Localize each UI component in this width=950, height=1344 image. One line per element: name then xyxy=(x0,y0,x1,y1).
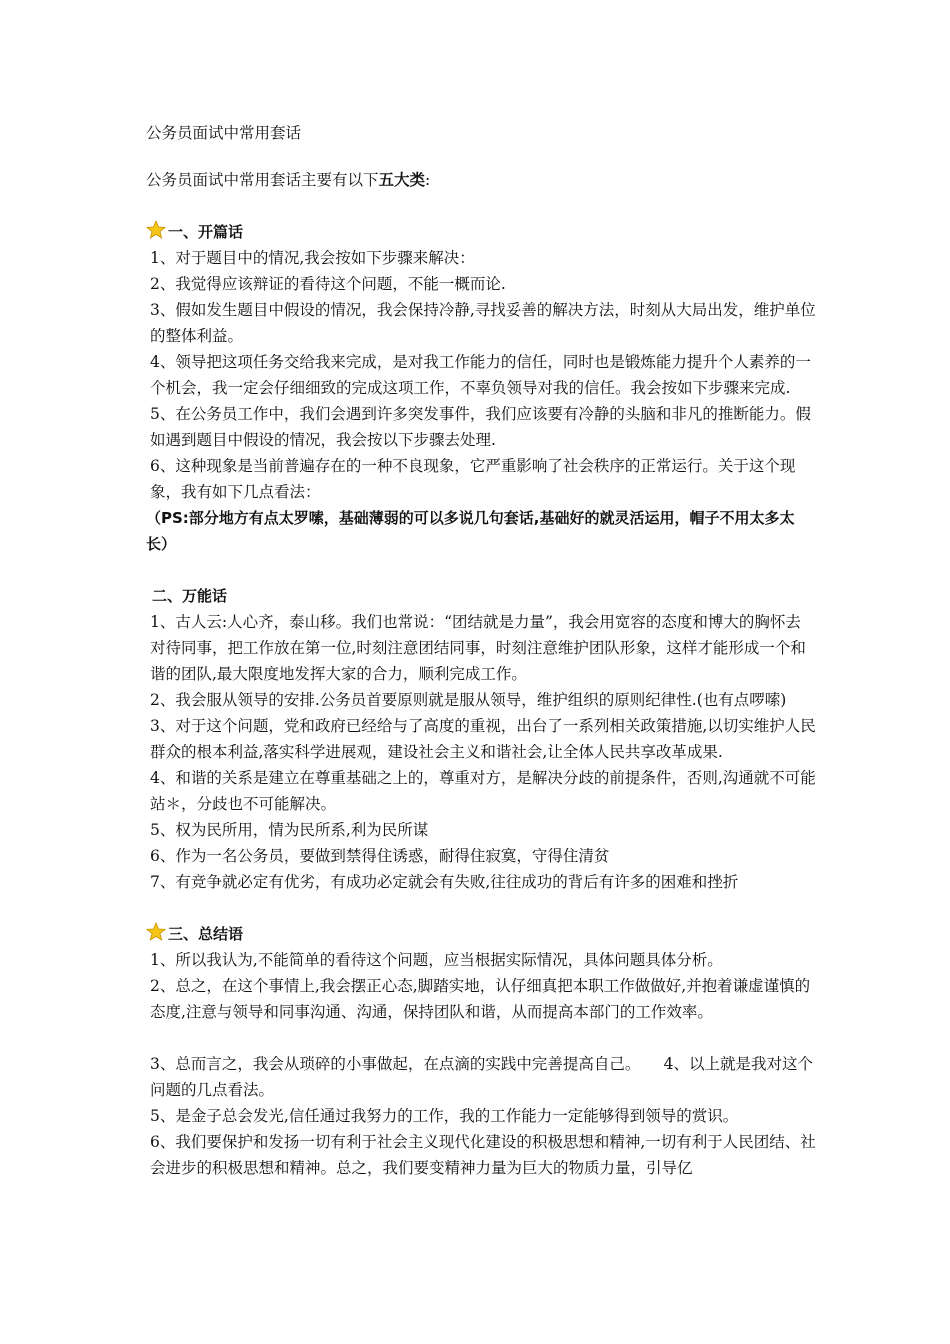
document-title: 公务员面试中常用套话 xyxy=(146,124,302,142)
intro-prefix: 公务员面试中常用套话主要有以下 xyxy=(146,171,379,189)
intro-suffix: : xyxy=(425,171,431,189)
list-item: 2、我觉得应该辩证的看待这个问题，不能一概而论. xyxy=(150,275,506,293)
intro-line xyxy=(146,167,816,193)
section-heading-text: 三、总结语 xyxy=(168,925,244,943)
blank-line xyxy=(146,1025,816,1051)
list-item: 3、假如发生题目中假设的情况，我会保持冷静,寻找妥善的解决方法，时刻从大局出发，维护单位的整体利益。 xyxy=(150,301,816,345)
document-body xyxy=(146,120,816,1181)
list-item: 2、总之，在这个事情上,我会摆正心态,脚踏实地，认仔细真把本职工作做做好,并抱着谦虚谨慎的态度,注意与领导和同事沟通、沟通，保持团队和谐，从而提高本部门的工作效率。 xyxy=(150,977,811,1021)
ps-note: （PS:部分地方有点太罗嗦，基础薄弱的可以多说几句套话,基础好的就灵活运用，帽子不用太多太长） xyxy=(146,509,795,553)
section-heading xyxy=(146,921,816,947)
star-icon xyxy=(146,220,166,240)
section-heading-text: 二、万能话 xyxy=(152,587,228,605)
list-item: 7、有竞争就必定有优劣，有成功必定就会有失败,往往成功的背后有许多的困难和挫折 xyxy=(150,873,739,891)
intro-bold: 五大类 xyxy=(378,170,426,189)
list-item: 2、我会服从领导的安排.公务员首要原则就是服从领导，维护组织的原则纪律性.(也有点啰嗦) xyxy=(150,691,787,709)
list-item: 3、对于这个问题，党和政府已经给与了高度的重视，出台了一系列相关政策措施,以切实维护人民群众的根本利益,落实科学进展观，建设社会主义和谐社会,让全体人民共享改革成果. xyxy=(150,717,816,761)
list-item: 1、对于题目中的情况,我会按如下步骤来解决： xyxy=(150,249,475,267)
section-heading xyxy=(146,583,816,609)
star-icon xyxy=(146,922,166,942)
section-universal xyxy=(146,583,816,895)
list-item: 1、古人云:人心齐，泰山移。我们也常说：“团结就是力量”，我会用宽容的态度和博大的胸怀去对待同事，把工作放在第一位,时刻注意团结同事，时刻注意维护团队形象，这样才能形成一个和谐的团队,最大限度地发挥大家的合力，顺利完成工作。 xyxy=(150,613,806,683)
list-item: 5、在公务员工作中，我们会遇到许多突发事件，我们应该要有冷静的头脑和非凡的推断能力。假如遇到题目中假设的情况，我会按以下步骤去处理. xyxy=(150,405,811,449)
section-summary xyxy=(146,921,816,1181)
list-item: 4、领导把这项任务交给我来完成，是对我工作能力的信任，同时也是锻炼能力提升个人素养的一个机会，我一定会仔细细致的完成这项工作，不辜负领导对我的信任。我会按如下步骤来完成. xyxy=(150,353,811,397)
list-item: 6、这种现象是当前普遍存在的一种不良现象，它严重影响了社会秩序的正常运行。关于这个现象，我有如下几点看法： xyxy=(150,457,796,501)
list-item: 6、作为一名公务员，要做到禁得住诱惑，耐得住寂寞，守得住清贫 xyxy=(150,847,610,865)
section-opening xyxy=(146,219,816,557)
list-item: 3、总而言之，我会从琐碎的小事做起，在点滴的实践中完善提高自己。 4、以上就是我对这个问题的几点看法。 xyxy=(150,1055,813,1099)
section-heading-text: 一、开篇话 xyxy=(168,223,244,241)
list-item: 6、我们要保护和发扬一切有利于社会主义现代化建设的积极思想和精神,一切有利于人民团结、社会进步的积极思想和精神。总之，我们要变精神力量为巨大的物质力量，引导亿 xyxy=(150,1133,816,1177)
list-item: 4、和谐的关系是建立在尊重基础之上的，尊重对方，是解决分歧的前提条件，否则,沟通就不可能站＊，分歧也不可能解决。 xyxy=(150,769,816,813)
list-item: 5、是金子总会发光,信任通过我努力的工作，我的工作能力一定能够得到领导的赏识。 xyxy=(150,1107,739,1125)
list-item: 5、权为民所用，情为民所系,利为民所谋 xyxy=(150,821,429,839)
list-item: 1、所以我认为,不能简单的看待这个问题，应当根据实际情况，具体问题具体分析。 xyxy=(150,951,723,969)
section-heading xyxy=(146,219,816,245)
